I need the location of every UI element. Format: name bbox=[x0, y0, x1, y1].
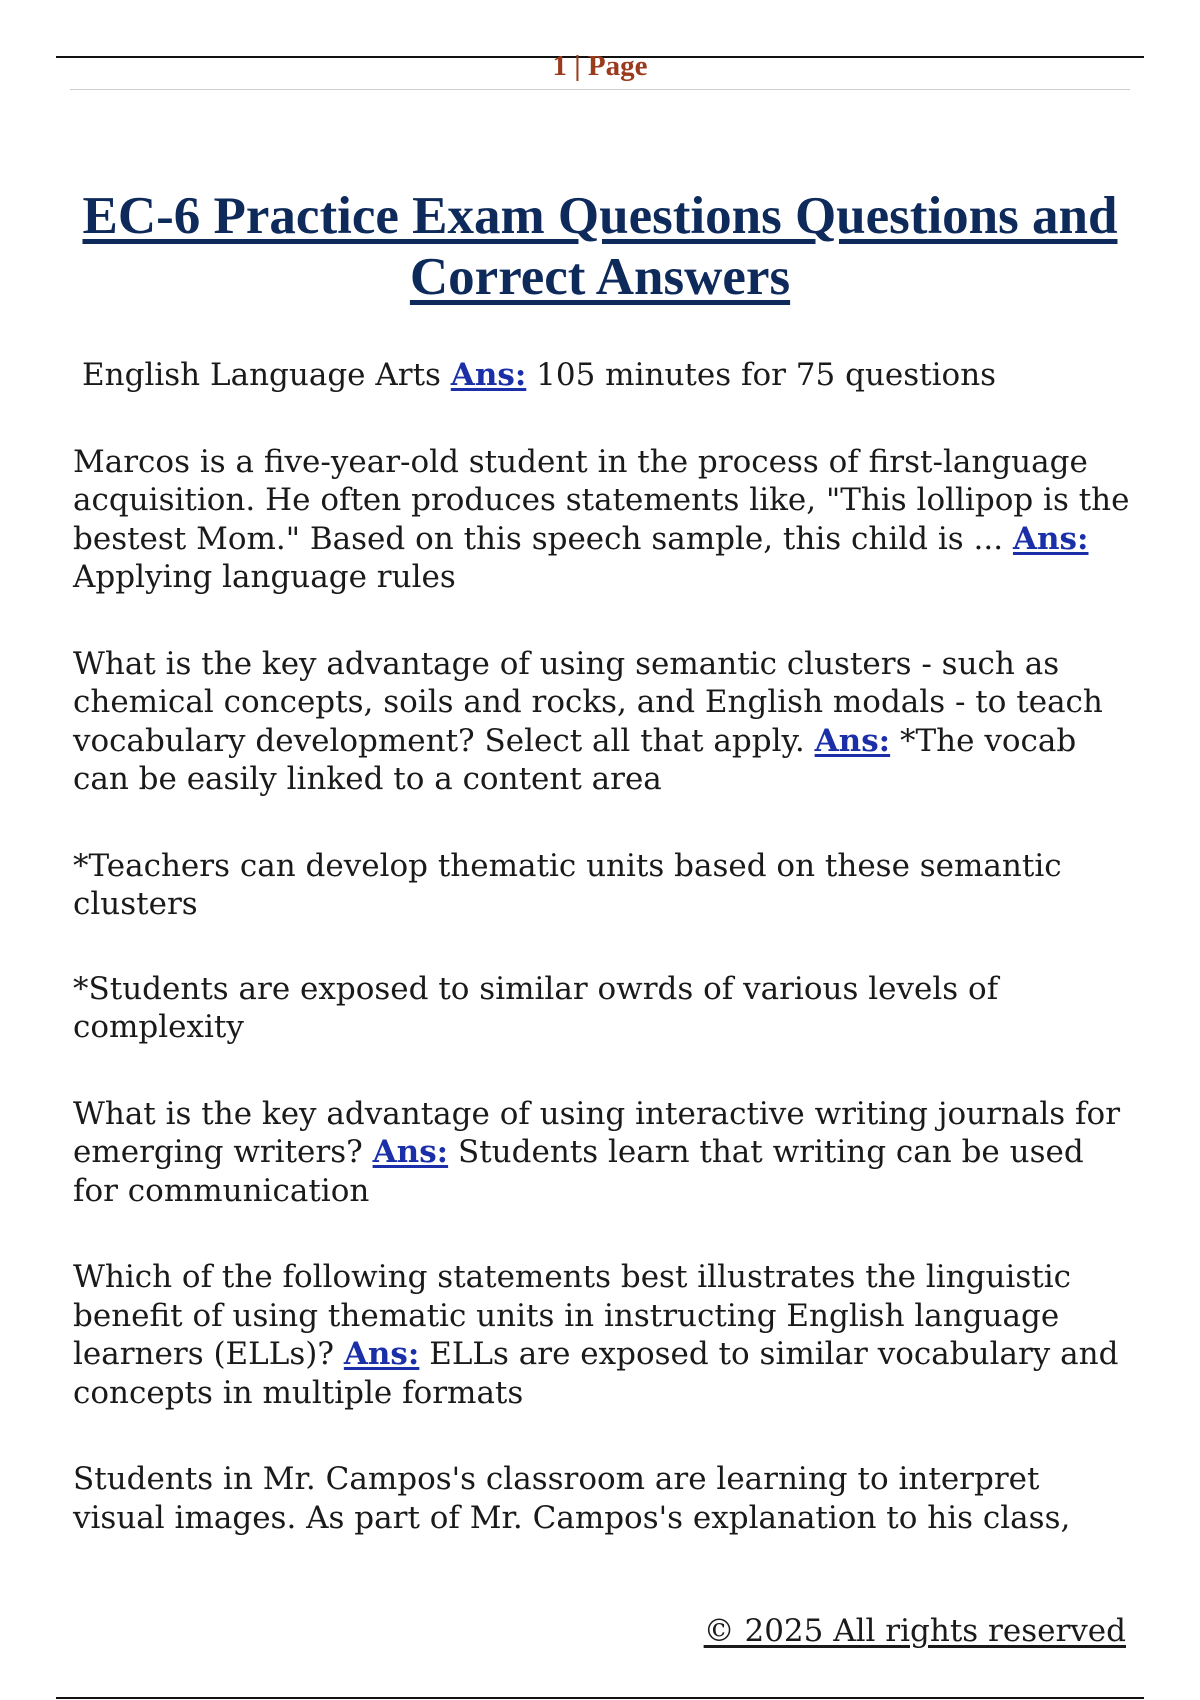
bottom-rule bbox=[56, 1697, 1144, 1699]
header-divider bbox=[70, 89, 1130, 90]
answer-continuation: *Teachers can develop thematic units based on these semantic clusters bbox=[73, 847, 1062, 922]
qa-item bbox=[73, 443, 1133, 597]
page-number: 1 | Page bbox=[552, 50, 648, 82]
answer-link[interactable]: Ans: bbox=[1012, 520, 1089, 557]
document-body bbox=[73, 356, 1133, 1585]
answer-link[interactable]: Ans: bbox=[814, 722, 891, 759]
question-text: English Language Arts bbox=[82, 357, 441, 393]
qa-item bbox=[73, 1258, 1133, 1412]
question-text: What is the key advantage of using interactive writing journals for emerging writers? bbox=[73, 1095, 1121, 1170]
qa-item bbox=[82, 356, 1133, 395]
answer-text: *The vocab can be easily linked to a content area bbox=[73, 722, 1077, 797]
document-title: EC-6 Practice Exam Questions Questions and Correct Answers bbox=[82, 187, 1118, 306]
question-text: Which of the following statements best illustrates the linguistic benefit of using thematic units in instructing English language learners (ELLs)? bbox=[73, 1259, 1071, 1372]
answer-text: Applying language rules bbox=[73, 559, 456, 595]
copyright-notice: © 2025 All rights reserved bbox=[703, 1613, 1126, 1649]
answer-link[interactable]: Ans: bbox=[372, 1134, 449, 1170]
question-text: Students in Mr. Campos's classroom are learning to interpret visual images. As part of Mr. Campos's explanation to his class, bbox=[73, 1461, 1071, 1536]
answer-link[interactable]: Ans: bbox=[343, 1336, 420, 1372]
qa-item bbox=[73, 645, 1133, 799]
qa-item bbox=[73, 1095, 1133, 1211]
answer-link[interactable]: Ans: bbox=[450, 357, 527, 393]
answer-text: 105 minutes for 75 questions bbox=[536, 357, 997, 393]
answer-text: Students learn that writing can be used for communication bbox=[73, 1134, 1084, 1209]
question-text: Marcos is a five-year-old student in the process of first-language acquisition. He often produces statements like, "This lollipop is the bestest Mom." Based on this speech sample, this child is ... bbox=[73, 443, 1130, 557]
answer-text: ELLs are exposed to similar vocabulary and concepts in multiple formats bbox=[73, 1336, 1119, 1411]
question-text: What is the key advantage of using semantic clusters - such as chemical concepts, soils and rocks, and English modals - to teach vocabulary development? Select all that apply. bbox=[73, 645, 1103, 759]
answer-continuation: *Students are exposed to similar owrds of various levels of complexity bbox=[73, 970, 999, 1045]
